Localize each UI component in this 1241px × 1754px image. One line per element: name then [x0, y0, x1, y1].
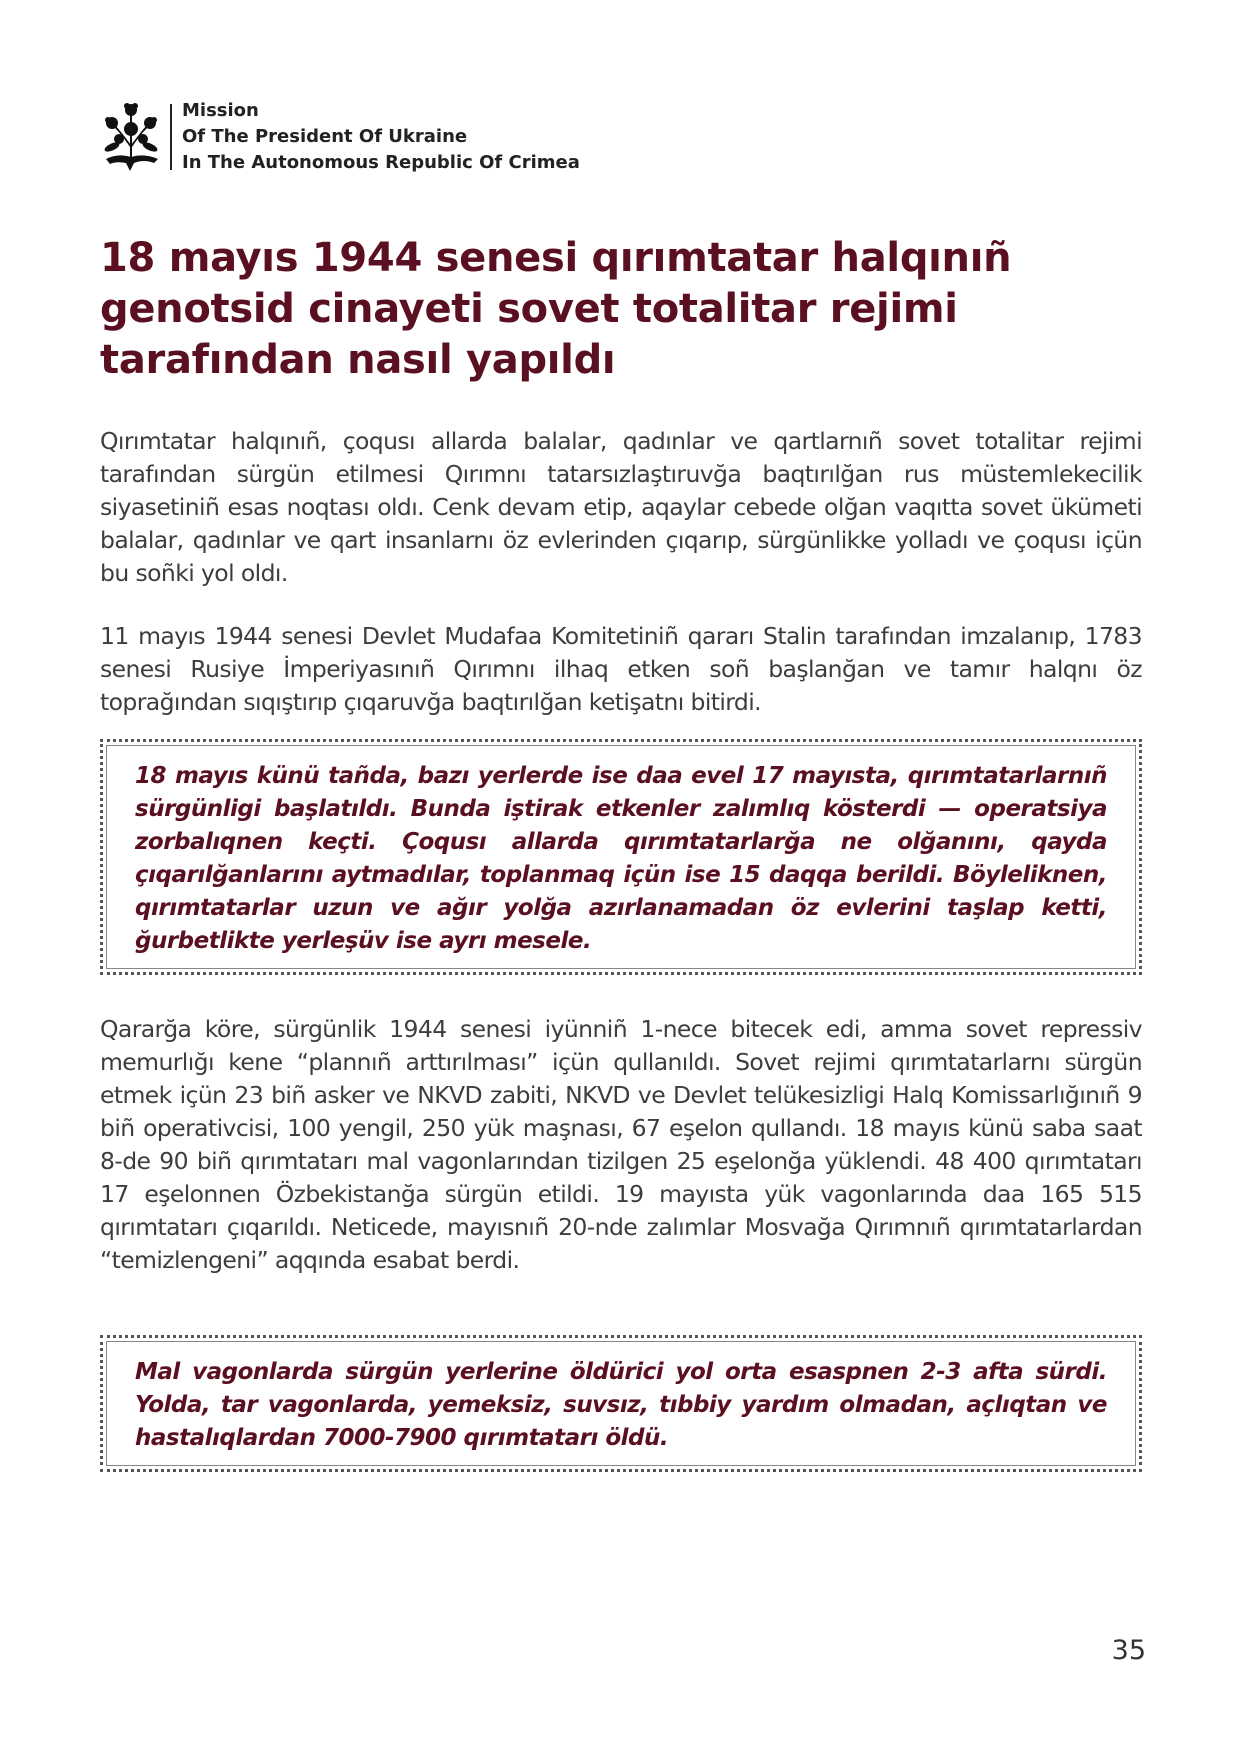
header	[100, 98, 580, 176]
paragraph-3: Qararğa köre, sürgünlik 1944 senesi iyünniñ 1-nece bitecek edi, amma sovet repressiv memurlığı kene “plannıñ arttırılması” içün qullanıldı. Sovet rejimi qırımtatarlarnı sürgün etmek içün 23 biñ asker ve NKVD zabiti, NKVD ve Devlet telükesizligi Halq Komissarlığınıñ 9 biñ operativcisi, 100 yengil, 250 yük maşnası, 67 eşelon qullandı. 18 mayıs künü saba saat 8-de 90 biñ qırımtatarı mal vagonlarından tizilgen 25 eşelonğa yüklendi. 48 400 qırımtatarı 17 eşelonnen Özbekistanğa sürgün etildi. 19 mayısta yük vagonlarında daa 165 515 qırımtatarı çıqarıldı. Neticede, mayısnıñ 20-nde zalımlar Mosvağa Qırımnıñ qırımtatarlardan “temizlengeni” aqqında esabat berdi.	[100, 1015, 1142, 1274]
highlight-text-1: 18 mayıs künü tañda, bazı yerlerde ise daa evel 17 mayısta, qırımtatarlarnıñ sürgünligi başlatıldı. Bunda iştirak etkenler zalımlıq kösterdi — operatsiya zorbalıqnen keçti. Çoqusı allarda qırımtatarlarğa ne olğanını, qayda çıqarılğanlarını aytmadılar, toplanmaq içün ise 15 daqqa berildi. Böyleliknen, qırımtatarlar uzun ve ağır yolğa azırlanamadan öz evlerini taşlap ketti, ğurbetlikte yerleşüv ise ayrı mesele.	[135, 763, 1107, 954]
highlight-box-1	[100, 739, 1142, 975]
highlight-box-2	[100, 1335, 1142, 1472]
organization-line-1: Mission	[182, 100, 259, 121]
crimea-flower-emblem-icon	[100, 101, 162, 173]
paragraph-1: Qırımtatar halqınıñ, çoqusı allarda balalar, qadınlar ve qartlarnıñ sovet totalitar rejimi tarafından sürgün etilmesi Qırımnı tatarsızlaştıruvğa baqtırılğan rus müstemlekecilik siyasetiniñ esas noqtası oldı. Cenk devam etip, aqaylar cebede olğan vaqıtta sovet ükümeti balalar, qadınlar ve qart insanlarnı öz evlerinden çıqarıp, sürgünlikke yolladı ve çoqusı içün bu soñki yol oldı.	[100, 427, 1142, 587]
header-divider	[170, 104, 172, 170]
highlight-text-2: Mal vagonlarda sürgün yerlerine öldürici yol orta esaspnen 2-3 afta sürdi. Yolda, tar vagonlarda, yemeksiz, suvsız, tıbbiy yardım olmadan, açlıqtan ve hastalıqlardan 7000-7900 qırımtatarı öldü.	[135, 1359, 1107, 1451]
page-title: 18 mayıs 1944 senesi qırımtatar halqınıñ genotsid cinayeti sovet totalitar rejimi tarafından nasıl yapıldı	[100, 235, 1012, 383]
organization-name	[182, 98, 580, 176]
organization-line-2: Of The President Of Ukraine	[182, 126, 468, 147]
organization-line-3: In The Autonomous Republic Of Crimea	[182, 152, 580, 173]
paragraph-2: 11 mayıs 1944 senesi Devlet Mudafaa Komitetiniñ qararı Stalin tarafından imzalanıp, 1783 senesi Rusiye İmperiyasınıñ Qırımnı ilhaq etken soñ başlanğan ve tamır halqnı öz toprağından sıqıştırıp çıqaruvğa baqtırılğan ketişatnı bitirdi.	[100, 622, 1142, 716]
page-number: 35	[1111, 1635, 1146, 1666]
